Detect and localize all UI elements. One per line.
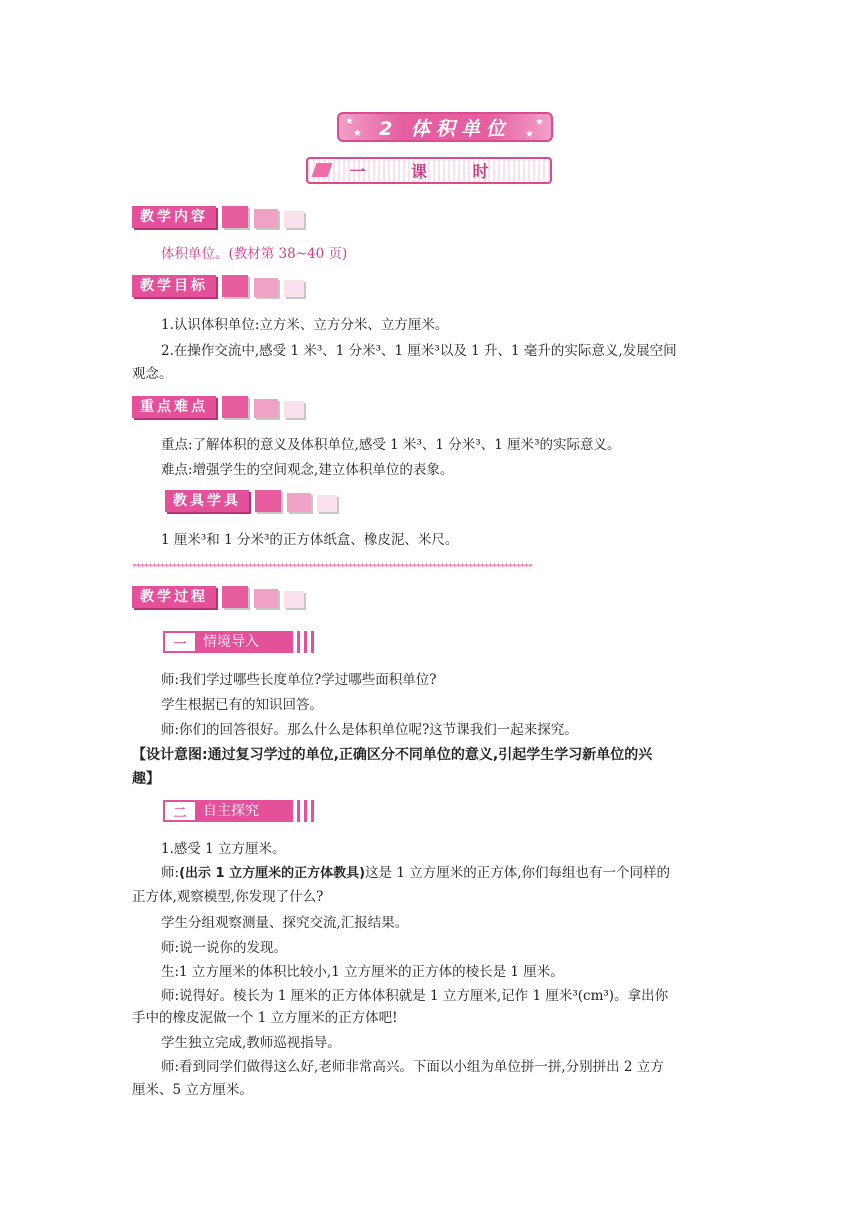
dialogue-line: 厘米、5 立方厘米。 xyxy=(132,1082,253,1098)
decor-square xyxy=(254,209,278,228)
star-icon: ★ xyxy=(525,129,540,140)
dialogue-text: 这是 1 立方厘米的正方体,你们每组也有一个同样的 xyxy=(365,865,671,881)
star-icon: ★ xyxy=(353,128,368,139)
decor-square xyxy=(222,275,248,297)
stripe xyxy=(311,631,314,653)
section-label: 教具学具 xyxy=(165,490,249,512)
decor-square xyxy=(317,495,337,512)
speaker-label: 师: xyxy=(161,865,180,881)
decor-square xyxy=(284,211,304,228)
decor-square xyxy=(255,490,281,512)
decor-square xyxy=(254,589,278,608)
dialogue-line xyxy=(161,864,670,883)
stripe xyxy=(311,800,314,822)
dialogue-line: 师:说一说你的发现。 xyxy=(161,940,288,956)
lesson-subtitle: 一 课 时 xyxy=(349,162,509,181)
star-icon: ★ xyxy=(345,116,360,127)
decor-square xyxy=(287,493,311,512)
step-label: 情境导入 xyxy=(197,631,293,653)
demo-note: (出示 1 立方厘米的正方体教具) xyxy=(179,866,366,881)
step-number: 二 xyxy=(163,800,197,822)
step-header-intro xyxy=(163,630,314,654)
section-header-goals xyxy=(132,275,304,297)
dialogue-line: 手中的橡皮泥做一个 1 立方厘米的正方体吧! xyxy=(132,1010,398,1026)
decor-square xyxy=(284,280,304,297)
decor-square xyxy=(222,396,248,418)
decor-square xyxy=(254,278,278,297)
section-label: 教学内容 xyxy=(132,206,216,228)
content-text: 体积单位。(教材第 38~40 页) xyxy=(161,246,348,262)
key-point-line: 重点:了解体积的意义及体积单位,感受 1 米³、1 分米³、1 厘米³的实际意义。 xyxy=(161,437,621,453)
dialogue-line: 学生独立完成,教师巡视指导。 xyxy=(161,1035,341,1051)
dialogue-line: 生:1 立方厘米的体积比较小,1 立方厘米的正方体的棱长是 1 厘米。 xyxy=(161,964,564,980)
section-header-tools xyxy=(165,490,337,512)
difficulty-line: 难点:增强学生的空间观念,建立体积单位的表象。 xyxy=(161,462,454,478)
decor-square xyxy=(284,591,304,608)
decor-square xyxy=(222,206,248,228)
stripe xyxy=(297,800,300,822)
section-label: 教学目标 xyxy=(132,275,216,297)
lesson-subtitle-banner xyxy=(306,157,552,184)
goal-line: 2.在操作交流中,感受 1 米³、1 分米³、1 厘米³以及 1 升、1 毫升的实际意义,发展空间 xyxy=(161,343,677,359)
dialogue-line: 1.感受 1 立方厘米。 xyxy=(161,841,286,857)
decor-square xyxy=(254,399,278,418)
design-intent-line: 【设计意图:通过复习学过的单位,正确区分不同单位的意义,引起学生学习新单位的兴 xyxy=(132,747,653,763)
step-label: 自主探究 xyxy=(197,800,293,822)
decor-square xyxy=(284,401,304,418)
design-intent-line: 趣】 xyxy=(132,771,160,787)
section-label: 重点难点 xyxy=(132,396,216,418)
section-label: 教学过程 xyxy=(132,586,216,608)
dialogue-line: 师:我们学过哪些长度单位?学过哪些面积单位? xyxy=(161,672,437,688)
dialogue-line: 师:你们的回答很好。那么什么是体积单位呢?这节课我们一起来探究。 xyxy=(161,722,578,738)
step-header-explore xyxy=(163,799,314,823)
dialogue-line: 师:说得好。棱长为 1 厘米的正方体体积就是 1 立方厘米,记作 1 厘米³(cm³)。拿出你 xyxy=(161,988,669,1004)
section-header-key-points xyxy=(132,396,304,418)
goal-line: 观念。 xyxy=(132,366,173,382)
tools-text: 1 厘米³和 1 分米³的正方体纸盒、橡皮泥、米尺。 xyxy=(161,532,459,548)
banner-decoration xyxy=(311,163,332,177)
star-icon: ★ xyxy=(535,117,550,128)
dialogue-line: 学生根据已有的知识回答。 xyxy=(161,697,323,713)
goal-line: 1.认识体积单位:立方米、立方分米、立方厘米。 xyxy=(161,317,449,333)
chapter-title: 2 体积单位 xyxy=(379,117,511,140)
section-divider: **************************************************************************************************** xyxy=(132,564,532,572)
decor-square xyxy=(222,586,248,608)
section-header-content xyxy=(132,206,304,228)
dialogue-line: 正方体,观察模型,你发现了什么? xyxy=(132,889,324,905)
stripe xyxy=(304,631,307,653)
stripe xyxy=(304,800,307,822)
dialogue-line: 学生分组观察测量、探究交流,汇报结果。 xyxy=(161,915,409,931)
stripe xyxy=(297,631,300,653)
section-header-process xyxy=(132,586,304,608)
step-number: 一 xyxy=(163,631,197,653)
dialogue-line: 师:看到同学们做得这么好,老师非常高兴。下面以小组为单位拼一拼,分别拼出 2 立方 xyxy=(161,1059,664,1075)
chapter-title-banner xyxy=(337,112,553,142)
